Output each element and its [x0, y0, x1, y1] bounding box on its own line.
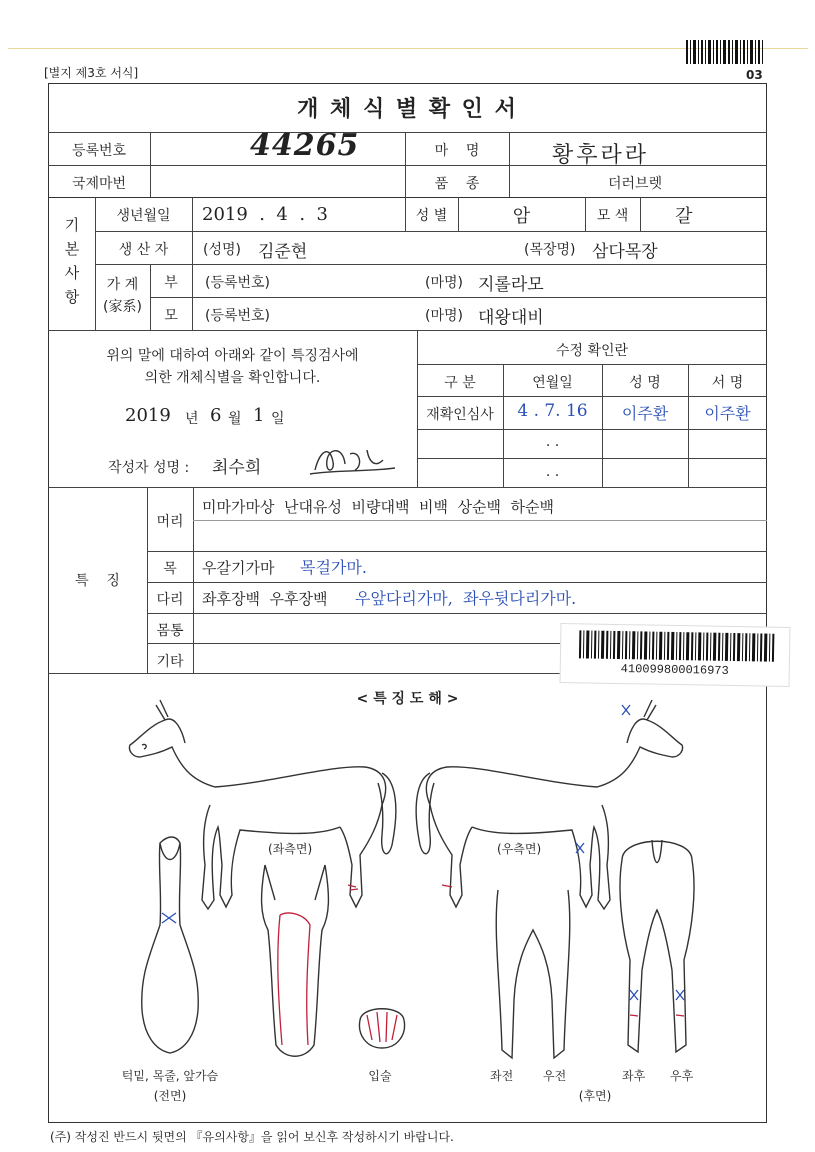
- lineage-label: 가 계: [106, 277, 139, 293]
- revision-row1-type: 재확인심사: [426, 407, 494, 423]
- confirm-line2: 의한 개체식별을 확인합니다.: [144, 370, 321, 386]
- head-front-drawing: [250, 855, 340, 1070]
- revision-title: 수정 확인란: [555, 343, 629, 359]
- right-front-label: 우전: [543, 1069, 567, 1083]
- revision-row1-sign: 이주환: [704, 404, 751, 423]
- body-label: 몸통: [156, 623, 184, 639]
- revision-header-date: 연월일: [532, 375, 573, 391]
- dam-reg-label: (등록번호): [205, 308, 271, 324]
- revision-header-sign: 서 명: [711, 375, 744, 391]
- confirm-line1: 위의 말에 대하여 아래와 같이 특징검사에: [106, 348, 359, 364]
- revision-row3-date: . .: [545, 464, 560, 480]
- coat-value: 갈: [675, 206, 693, 227]
- left-front-label: 좌전: [490, 1069, 514, 1083]
- sire-label: 부: [164, 275, 178, 291]
- sire-name-label: (마명): [425, 275, 463, 291]
- features-section-label: 특 징: [75, 573, 120, 589]
- other-label: 기타: [156, 654, 184, 670]
- neck-label: 목: [163, 561, 177, 577]
- revision-row1-date: 4 . 7. 16: [517, 401, 588, 421]
- sire-name-value: 지롤라모: [478, 275, 544, 295]
- front-view-label: (전면): [153, 1089, 187, 1103]
- rear-view-label: (후면): [578, 1089, 612, 1103]
- ranch-label: (목장명): [524, 242, 576, 258]
- revision-header-type: 구 분: [444, 375, 476, 391]
- form-label: [별지 제3호 서식]: [44, 66, 139, 80]
- barcode-bars: [579, 630, 775, 661]
- birth-label: 생년월일: [116, 208, 171, 224]
- rear-view-drawing: [612, 830, 702, 1065]
- dam-name-value: 대왕대비: [478, 308, 544, 328]
- lips-label: 입술: [368, 1069, 392, 1083]
- right-side-label: (우측면): [497, 842, 542, 856]
- revision-row1-name: 이주환: [621, 404, 669, 423]
- horse-name-value: 황후라라: [552, 143, 650, 168]
- ranch-value: 삼다목장: [592, 242, 658, 262]
- footnote: (주) 작성진 반드시 뒷면의 『유의사항』을 읽어 보신후 작성하시기 바랍니다.: [50, 1130, 454, 1144]
- lineage-hanja: (家系): [103, 299, 142, 315]
- neck-value: 우갈기가마: [202, 559, 275, 577]
- author-label: 작성자 성명 :: [108, 460, 190, 476]
- confirm-year: 2019: [125, 405, 171, 426]
- dam-name-label: (마명): [425, 308, 463, 324]
- revision-header-name: 성 명: [629, 375, 661, 391]
- reg-no-label: 등록번호: [71, 143, 127, 159]
- head-value: 미마가마상 난대유성 비량대백 비백 상순백 하순백: [202, 498, 554, 516]
- top-barcode: [686, 40, 764, 66]
- producer-label: 생 산 자: [118, 242, 169, 258]
- confirm-month: 6: [210, 405, 222, 426]
- lips-drawing: [352, 1000, 412, 1055]
- producer-name-value: 김준현: [258, 242, 308, 262]
- coat-label: 모 색: [596, 208, 629, 224]
- left-side-label: (좌측면): [268, 842, 313, 856]
- basic-section-label: 기 본 사 항: [64, 216, 80, 306]
- page-code: 03: [746, 68, 763, 82]
- revision-row2-date: . .: [545, 434, 560, 450]
- producer-name-label: (성명): [203, 242, 241, 258]
- confirm-day-unit: 일: [271, 411, 285, 427]
- sex-value: 암: [512, 206, 531, 227]
- confirm-month-unit: 월: [228, 411, 242, 427]
- sire-reg-label: (등록번호): [205, 275, 271, 291]
- front-legs-drawing: [488, 880, 578, 1065]
- intl-no-label: 국제마번: [71, 176, 127, 192]
- front-neck-drawing: [130, 835, 210, 1060]
- legs-value: 좌후장백 우후장백: [202, 590, 328, 608]
- left-rear-label: 좌후: [622, 1069, 646, 1083]
- breed-value: 더러브렛: [608, 176, 663, 192]
- diagram-title: < 특 징 도 해 >: [356, 691, 459, 707]
- neck-value-revised: 목걸가마.: [300, 558, 367, 577]
- reg-no-value: 44265: [250, 128, 360, 163]
- confirm-year-unit: 년: [185, 411, 199, 427]
- author-signature: [305, 440, 400, 480]
- document-title: 개 체 식 별 확 인 서: [297, 97, 518, 122]
- breed-label: 품 종: [434, 176, 480, 192]
- author-value: 최수희: [212, 458, 262, 478]
- head-label: 머리: [156, 514, 184, 530]
- legs-label: 다리: [156, 592, 184, 608]
- legs-value-revised: 우앞다리가마, 좌우뒷다리가마.: [355, 589, 577, 608]
- confirm-day: 1: [253, 405, 265, 426]
- barcode-sticker: [559, 623, 790, 687]
- birth-value: 2019 . 4 . 3: [202, 204, 328, 225]
- horse-name-label: 마 명: [434, 143, 480, 159]
- dam-label: 모: [164, 308, 178, 324]
- right-rear-label: 우후: [670, 1069, 694, 1083]
- under-neck-label: 턱밑, 목줄, 앞가슴: [121, 1069, 219, 1083]
- barcode-number: 410099800016973: [620, 662, 729, 678]
- sex-label: 성 별: [415, 208, 448, 224]
